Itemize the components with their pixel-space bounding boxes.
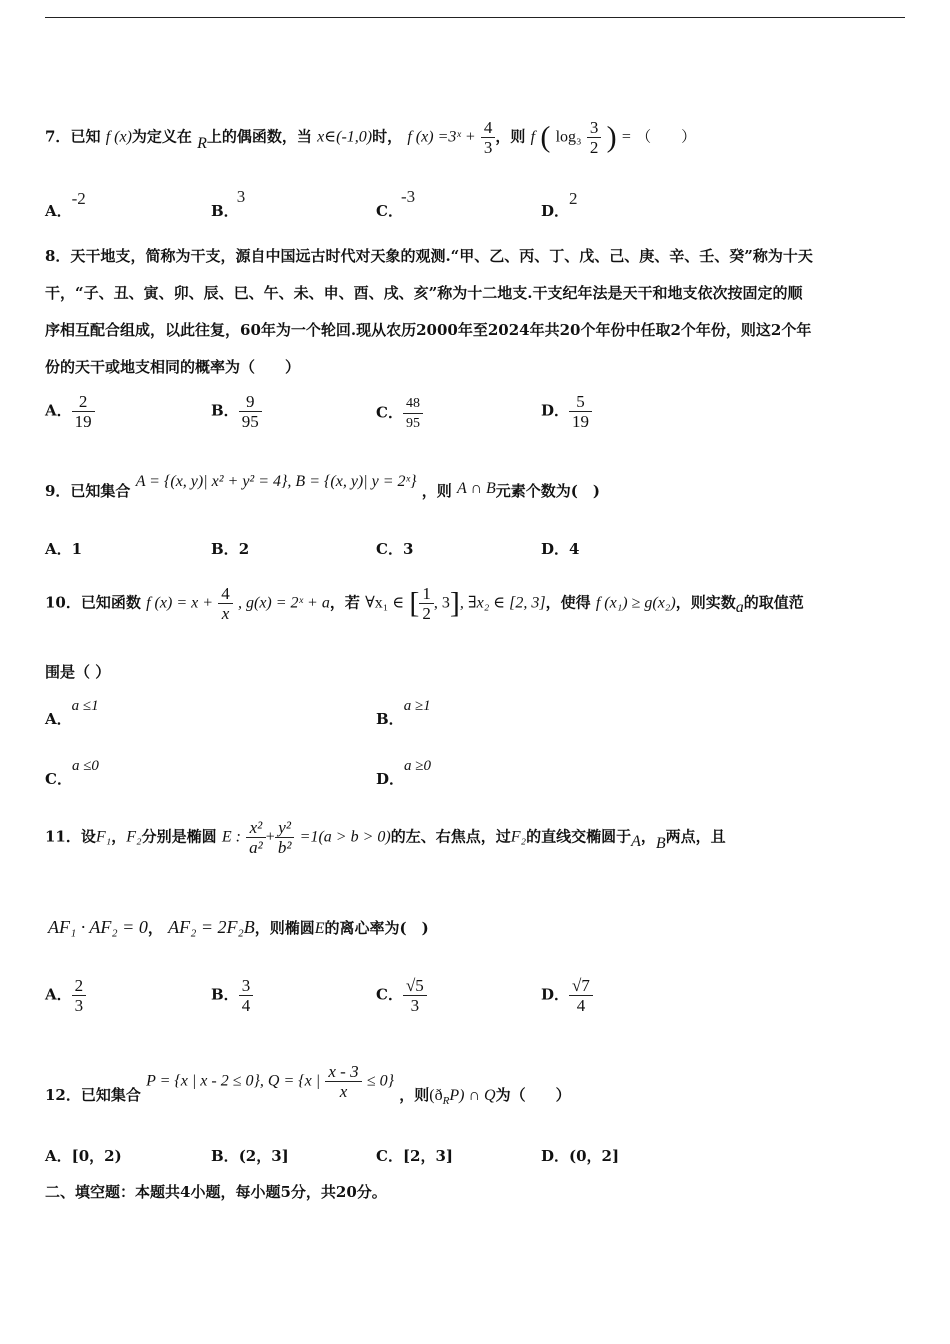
q8-option-a: A． $\frac{2}{19}$	[45, 392, 95, 431]
section-heading: 二、填空题：本题共4小题，每小题5分，共20分。	[45, 1183, 387, 1201]
q7-ask-f: f	[530, 128, 536, 146]
q11-F2: F₂	[126, 828, 142, 846]
q7-option-a: A．-2	[45, 189, 86, 220]
q12-option-a: A．[0，2)	[45, 1147, 122, 1165]
answer-blank: （ ）	[636, 127, 697, 146]
question-10: 10．已知函数 f (x) = x + $\frac{4}{x}$ , g(x) = 2ˣ + a，若 ∀x₁ ∈ [ $\frac{1}{2}$ , 3], ∃x₂ ∈ [2, 3]，使得 f (x₁) ≥ g(x₂)，则实数a的取值范	[45, 584, 804, 623]
q10-option-b: B．a ≥1	[376, 698, 431, 728]
q7-log: log₃	[555, 128, 582, 146]
q9-text: 9．已知集合	[45, 482, 131, 500]
q8-line: 8．天干地支，简称为干支，源自中国远古时代对天象的观测.“甲、乙、丙、丁、戊、己、庚、辛、壬、癸”称为十天	[45, 247, 813, 265]
q11-text: 11．设	[45, 827, 96, 846]
q11-condition-2: AF₂ = 2F₂B	[168, 917, 255, 937]
q10-exists: , ∃x₂ ∈ [2, 3]	[459, 594, 546, 612]
q8-line: 序相互配合组成，以此往复，60年为一个轮回.现从农历2000年至2024年共20个年份中任取2个年份，则这2个年	[45, 321, 812, 339]
q7-option-d: D．2	[541, 189, 578, 220]
q9-option-d: D．4	[541, 540, 580, 558]
q12-complement: (ð	[429, 1086, 443, 1104]
q10-text: ，则实数	[675, 593, 736, 612]
q9-set-b: , B = {(x, y)| y = 2ˣ}	[287, 473, 417, 490]
q11-text: ，则椭圆	[254, 919, 315, 937]
q11-option-b: B． $\frac{3}{4}$	[211, 976, 253, 1015]
q7-text: 时，	[372, 127, 403, 146]
q7-equals: =	[621, 128, 631, 146]
q10-text: 10．已知函数	[45, 593, 141, 612]
q11-text: 分别是椭圆	[141, 827, 217, 846]
q10-forall: ∀x₁ ∈	[365, 594, 405, 612]
q11-ellipse-name: E :	[221, 828, 241, 846]
q11-text: 的离心率为( )	[324, 919, 429, 937]
q7-fraction: $\frac{4}{3}$	[481, 118, 496, 157]
q10-g: , g(x) = 2ˣ + a	[237, 594, 330, 612]
q8-option-d: D． $\frac{5}{19}$	[541, 392, 592, 431]
q12-option-c: C．[2，3]	[376, 1147, 454, 1165]
question-number: 7．	[45, 127, 71, 146]
q10-option-c: C．a ≤0	[45, 758, 99, 788]
q7-option-c: C．-3	[376, 187, 416, 220]
q9-option-a: A．1	[45, 540, 83, 558]
q9-text: 元素个数为( )	[495, 482, 600, 500]
q7-text: 上的偶函数，当	[206, 127, 312, 146]
q12-text: 12．已知集合	[45, 1085, 141, 1104]
question-8	[45, 238, 907, 386]
q11-text: 的左、右焦点，过	[390, 827, 511, 846]
q10-text: 的取值范	[743, 593, 804, 612]
q7-function-def: f (x) =3ˣ +	[407, 128, 476, 146]
q9-set-a: A = {(x, y)| x² + y² = 4}	[135, 473, 288, 490]
q10-inequality: f (x₁) ≥ g(x₂)	[595, 594, 676, 612]
q7-log-fraction: $\frac{3}{2}$	[587, 118, 602, 157]
q8-option-c: C． $\frac{48}{95}$	[376, 394, 423, 433]
q10-line-2: 围是（ ）	[45, 663, 111, 681]
q11-text: 的直线交椭圆于	[526, 827, 632, 846]
q12-set-p: P = {x | x - 2 ≤ 0}	[146, 1072, 260, 1090]
q10-text: ，若	[329, 593, 360, 612]
q11-F1: F₁	[95, 828, 112, 846]
q10-text: ，使得	[545, 593, 591, 612]
q12-text: ，则	[399, 1085, 430, 1104]
q12-set-q: , Q = {x |	[259, 1072, 321, 1090]
q9-intersection: A ∩ B	[456, 480, 496, 497]
q11-option-a: A． $\frac{2}{3}$	[45, 976, 86, 1015]
question-11: 11．设F₁，F₂分别是椭圆 E : $\frac{\text{x²}}{\text{a²}}$ + $\frac{\text{y²}}{\text{b²}}$ =1(a > b > 0)的左、右焦点，过F₂的直线交椭圆于A，B两点，且	[45, 818, 726, 857]
q11-line-2: AF₁ · AF₂ = 0， AF₂ = 2F₂B，则椭圆E的离心率为( )	[48, 917, 429, 937]
q8-line: 份的天干或地支相同的概率为（ ）	[45, 358, 301, 376]
q10-option-d: D．a ≥0	[376, 758, 431, 788]
q8-option-b: B． $\frac{9}{95}$	[211, 392, 262, 431]
q7-R: R	[197, 134, 207, 152]
q7-text: 已知	[70, 127, 101, 146]
q10-a: a	[735, 598, 744, 616]
q9-option-b: B．2	[211, 540, 250, 558]
q7-text: ，则	[495, 127, 526, 146]
q12-option-b: B．(2，3]	[211, 1147, 289, 1165]
q10-f: f (x) = x +	[146, 594, 214, 612]
q7-f: f (x)	[105, 128, 132, 146]
q12-text: 为（ ）	[495, 1085, 571, 1104]
q11-option-d: D． $\frac{√7}{4}$	[541, 976, 593, 1015]
q11-condition-1: AF₁ · AF₂ = 0	[48, 917, 148, 937]
q9-option-c: C．3	[376, 540, 414, 558]
q11-text: 两点，且	[665, 827, 726, 846]
q9-text: ，则	[421, 482, 452, 500]
q7-option-b: B．3	[211, 187, 246, 220]
question-7: 7．已知 f (x)为定义在 R上的偶函数，当 x∈(-1,0)时， f (x) =3ˣ + $\frac{4}{3}$ ，则 f ( log₃ $\frac{3}{2}$ ) = （ ）	[45, 118, 697, 157]
q7-text: 为定义在	[131, 127, 192, 146]
header-rule	[45, 17, 905, 18]
question-12: 12．已知集合 P = {x | x - 2 ≤ 0}, Q = {x | $\frac{x - 3}{x}$ ≤ 0} ，则$(ð_RP)$ ∩ Q为（ ）	[45, 1062, 571, 1107]
q11-ellipse-eq: =1(a > b > 0)	[299, 828, 391, 846]
q10-option-a: A．a ≤1	[45, 698, 99, 728]
q11-option-c: C． $\frac{√5}{3}$	[376, 976, 427, 1015]
question-9	[45, 473, 600, 501]
q7-condition: x∈(-1,0)	[317, 128, 373, 146]
q12-option-d: D．(0，2]	[541, 1147, 620, 1165]
q8-line: 干，“子、丑、寅、卯、辰、巳、午、未、申、酉、戌、亥”称为十二地支.干支纪年法是天干和地支依次按固定的顺	[45, 284, 803, 302]
